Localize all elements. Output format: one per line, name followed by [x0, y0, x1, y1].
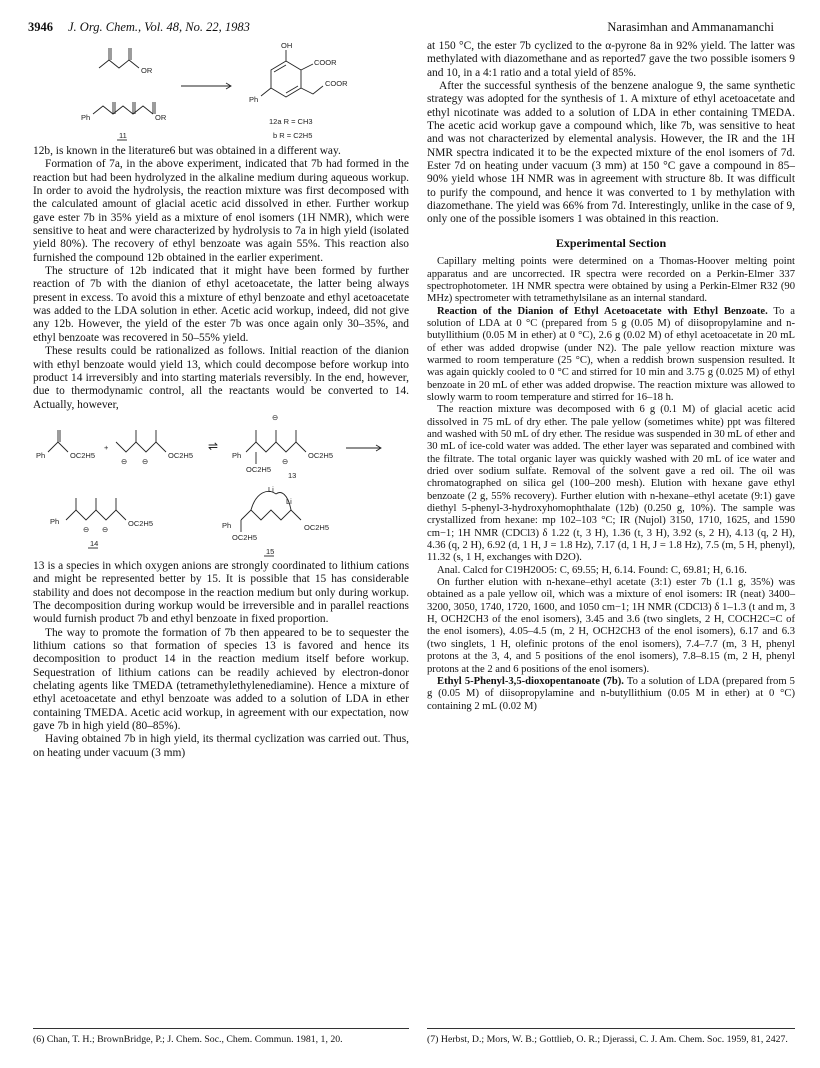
- scheme2-ph-d: Ph: [222, 520, 232, 530]
- footnote-rule-right: [427, 1028, 795, 1029]
- section-heading-experimental: Experimental Section: [555, 235, 667, 250]
- experimental-paragraph-3: Anal. Calcd for C19H20O5: C, 69.55; H, 6.14. Found: C, 69.81; H, 6.16.: [437, 564, 747, 576]
- experimental-section: [427, 256, 795, 713]
- experimental-subheading-1: Reaction of the Dianion of Ethyl Acetoacetate with Ethyl Benzoate.: [437, 305, 768, 317]
- scheme2-oc2h5-e: OC2H5: [128, 518, 154, 528]
- scheme2-label-15: 15: [266, 546, 275, 556]
- left-paragraph-1: Formation of 7a, in the above experiment, indicated that 7b had formed in the reaction but had been hydrolyzed in the alkaline medium during aqueous workup. In order to avoid the hydrolysis, the reaction mixture was first decomposed with the calculated amount of glacial acetic acid dissolved in ether. Further workup gave ester 7b in 35% yield as a mixture of enol isomers (1H NMR), which were sensitive to heat and were characterized by hydrolysis to 7a in high yield (isolated yield 80%). The recovery of ethyl benzoate was again 55%. This reaction also furnished the compound 12b obtained in the earlier experiment.: [33, 158, 409, 264]
- scheme2-oc2h5-g: OC2H5: [304, 522, 330, 532]
- scheme1-r1: OR: [141, 66, 153, 75]
- scheme1-ph1: Ph: [81, 113, 91, 122]
- scheme1-r2: OR: [155, 113, 167, 122]
- footnote-rule-left: [33, 1028, 409, 1029]
- scheme2-minus-top: ⊖: [272, 412, 279, 422]
- scheme2-label-14: 14: [90, 538, 99, 548]
- left-paragraph-0: 12b, is known in the literature6 but was obtained in a different way.: [33, 145, 341, 157]
- running-authors: Narasimhan and Ammanamanchi: [607, 20, 774, 34]
- experimental-paragraph-5: [427, 676, 795, 713]
- left-paragraph-3: These results could be rationalized as follows. Initial reaction of the dianion with ethyl benzoate would yield 13, which could decompose before workup into product 14 irreversibly and into starting materials reversibly. In the end, however, due to thermodynamic control, all the reactants would be converted to 14. Actually, however,: [33, 345, 409, 411]
- scheme2-oc2h5-c: OC2H5: [246, 464, 272, 474]
- left-column: [33, 40, 409, 760]
- footnote-left: [33, 1028, 409, 1045]
- footnote-7: (7) Herbst, D.; Mors, W. B.; Gottlieb, O. R.; Djerassi, C. J. Am. Chem. Soc. 1959, 81, 2427.: [427, 1034, 788, 1045]
- journal-citation: J. Org. Chem., Vol. 48, No. 22, 1983: [68, 20, 250, 34]
- scheme2-li-2: Li: [286, 496, 292, 506]
- scheme1-compound-11: 11: [119, 131, 127, 140]
- experimental-paragraph-0: Capillary melting points were determined on a Thomas-Hoover melting point apparatus and are uncorrected. IR spectra were recorded on a Perkin-Elmer 337 spectrophotometer. 1H NMR spectra were obtained by using a Perkin-Elmer R32 (90 MHz) spectrometer with tetramethylsilane as an internal standard.: [427, 256, 795, 305]
- left-paragraph-5: The way to promote the formation of 7b then appeared to be to sequester the lithium cations so that formation of species 13 is favored and hence its decomposition to product 14 in the reaction medium itself before workup. Sequestration of lithium cations can be readily achieved by electron-donor chelating agents like TMEDA (tetramethylethylenediamine). Hence a mixture of ethyl acetoacetate and ethyl benzoate was added to a solution of LDA in ether containing TMEDA. Acetic acid workup, in agreement with our expectation, now gave 7b in high yield (80–85%).: [33, 626, 409, 732]
- left-paragraph-6: Having obtained 7b in high yield, its thermal cyclization was carried out. Thus, on heating under vacuum (3 mm): [33, 733, 409, 759]
- scheme-1-figure: [81, 40, 361, 145]
- scheme2-minus-4: ⊖: [83, 524, 90, 534]
- page-header: [28, 20, 792, 38]
- scheme2-li-1: Li: [268, 484, 274, 494]
- scheme2-oc2h5-a: OC2H5: [70, 450, 96, 460]
- scheme2-label-13: 13: [288, 470, 297, 480]
- scheme2-equilibrium-arrow: ⇌: [208, 438, 219, 453]
- scheme1-label-12a: 12a R = CH3: [269, 117, 313, 126]
- scheme1-coor-1: COOR: [314, 58, 337, 67]
- scheme1-oh: OH: [281, 41, 293, 50]
- right-paragraph-1: After the successful synthesis of the benzene analogue 9, the same synthetic strategy was adopted for the synthesis of 1. A mixture of ethyl acetoacetate and ethyl nicotinate was added to a solution of LDA in ether containing TMEDA. The acetic acid workup gave a compound which, like 7b, was sensitive to heat and was not characterized by elemental analysis. However, the IR and the 1H NMR spectra indicated it to be the expected mixture of the enol isomers of 7d. Ester 7d on heating under vacuum (3 mm) at 150 °C gave a compound in 85–90% yield whose 1H NMR was in agreement with structure 8b. It was difficult to purify the compound, and hence it was converted to 1 by methylation with diazomethane. The yield was 66% from 7d. Interestingly, unlike in the case of 9, only one of the possible isomers 1 was obtained in this reaction.: [427, 80, 795, 226]
- scheme1-coor-2: COOR: [325, 79, 348, 88]
- scheme2-minus-5: ⊖: [102, 524, 109, 534]
- scheme2-ph: Ph: [36, 450, 46, 460]
- scheme2-oc2h5-f: OC2H5: [232, 532, 258, 542]
- scheme1-label-12b: b R = C2H5: [273, 131, 313, 140]
- scheme2-ph-b: Ph: [232, 450, 242, 460]
- scheme2-minus-2: ⊖: [142, 456, 149, 466]
- experimental-paragraph-4: On further elution with n-hexane–ethyl acetate (3:1) ester 7b (1.1 g, 35%) was obtained as a pale yellow oil, which was a mixture of enol isomers: IR (neat) 3400–3200, 3050, 1740, 1720, 1600, and 1050 cm−1; 1H NMR (CDCl3) δ 1–1.3 (t and m, 3 H, OCH2CH3 of the enol isomers), 3.45 and 3.6 (two singlets, 2 H, COCH2C=C of the enol isomers), 4.05–4.5 (m, 2 H, OCH2CH3 of the enol isomers), 6.17 and 6.3 (two singlets, 1 H, olefinic protons of the enol isomers), 7.4–7.7 (m, 3 H, phenyl protons at the 3, 4, and 5 positions of the enol isomers), 7.8–8.15 (m, 2 H, phenyl protons at the 2 and 6 positions of the enol isomers).: [427, 577, 795, 675]
- scheme1-ph2: Ph: [249, 95, 259, 104]
- scheme2-ph-c: Ph: [50, 516, 60, 526]
- scheme2-plus: +: [104, 442, 109, 452]
- scheme2-minus-1: ⊖: [121, 456, 128, 466]
- right-column: [427, 40, 795, 713]
- experimental-paragraph-5-text: To a solution of LDA (prepared from 5 g (0.05 M) of diisopropylamine and n-butyllithium (0.05 M in ether) at 0 °C) containing 2 mL (0.02 M): [427, 675, 795, 712]
- experimental-paragraph-2: The reaction mixture was decomposed with 6 g (0.1 M) of glacial acetic acid dissolved in 75 mL of dry ether. The pale yellow (sometimes white) ppt was filtered and washed with 50 mL of dry ether. The residue was suspended in 30 mL of ether and 30 mL of ice-cold water was added. The ether layer was separated and combined with the filtrate. The total organic layer was quickly washed with 20 mL of ice water and dried over sodium sulfate. Removal of the solvent gave a red oil. The oil was chromatographed on silica gel (100–200 mesh). Elution with hexane gave ethyl benzoate (2 g, 55% recovery). Further elution with n-hexane–ethyl acetate (9:1) gave diethyl 5-phenyl-3-hydroxyhomophthalate (12b) (0.250 g, 10%). The sample was crystallized from hexane: mp 102–103 °C; IR (Nujol) 3150, 1710, 1625, and 1590 cm−1; 1H NMR (CDCl3) δ 1.22 (t, 3 H), 1.36 (t, 3 H), 3.92 (s, 2 H), 4.13 (q, 2 H), 4.36 (q, 2 H), 6.92 (d, 1 H, J = 1.8 Hz), 7.17 (d, 1 H, J = 1.8 Hz), 7.5 (m, 5 H, phenyl), 11.32 (s, 1 H, exchanges with D2O).: [427, 404, 795, 564]
- scheme2-minus-3: ⊖: [282, 456, 289, 466]
- footnote-6: (6) Chan, T. H.; BrownBridge, P.; J. Chem. Soc., Chem. Commun. 1981, 1, 20.: [33, 1034, 343, 1045]
- left-paragraph-2: The structure of 12b indicated that it might have been formed by further reaction of 7b with the dianion of ethyl acetoacetate, the latter being always present in excess. To avoid this a mixture of ethyl benzoate and ethyl acetoacetate was added to the LDA solution in ether. Acetic acid workup, indeed, did not give any 12b. However, the yield of the ester 7b was once again only 30–35%, and ethyl benzoate was recovered in 50–55% yield.: [33, 265, 409, 344]
- scheme-2-figure: [36, 412, 406, 560]
- experimental-paragraph-1-text: To a solution of LDA at 0 °C (prepared from 5 g (0.05 M) of diisopropylamine and n-butyllithium (0.05 M in ether) at 0 °C), 2.6 g (0.02 M) of ethyl acetoacetate in 20 mL of ether was added dropwise (under N2). The pale yellow reaction mixture was warmed to room temperature (25 °C), when a reddish brown suspension resulted. It was again quickly cooled to 0 °C and stirred for 10 min and 3.75 g (0.025 M) of ethyl benzoate in 20 mL of ether was added dropwise. The reaction mixture was allowed to slowly warm to room temperature and stirred for 16–18 h.: [427, 305, 795, 403]
- footnote-right: [427, 1028, 795, 1045]
- scheme2-oc2h5-b: OC2H5: [168, 450, 194, 460]
- experimental-paragraph-1: [427, 306, 795, 405]
- left-paragraph-4: 13 is a species in which oxygen anions are strongly coordinated to lithium cations and might be represented better by 15. It is possible that 15 has considerable stability and does not decompose in the reaction medium but only during workup. The decomposition during workup would be irreversible and in parallel reactions would furnish product 7b and ethyl benzoate in fixed proportion.: [33, 559, 409, 626]
- right-paragraph-0: at 150 °C, the ester 7b cyclized to the α-pyrone 8a in 92% yield. The latter was methylated with diazomethane and as reported7 gave the two possible isomers 9 and 10, in a 4:1 ratio and a total yield of 85%.: [427, 40, 795, 79]
- experimental-subheading-5: Ethyl 5-Phenyl-3,5-dioxopentanoate (7b).: [437, 675, 624, 687]
- page-number: 3946: [28, 20, 53, 34]
- scheme2-oc2h5-d: OC2H5: [308, 450, 334, 460]
